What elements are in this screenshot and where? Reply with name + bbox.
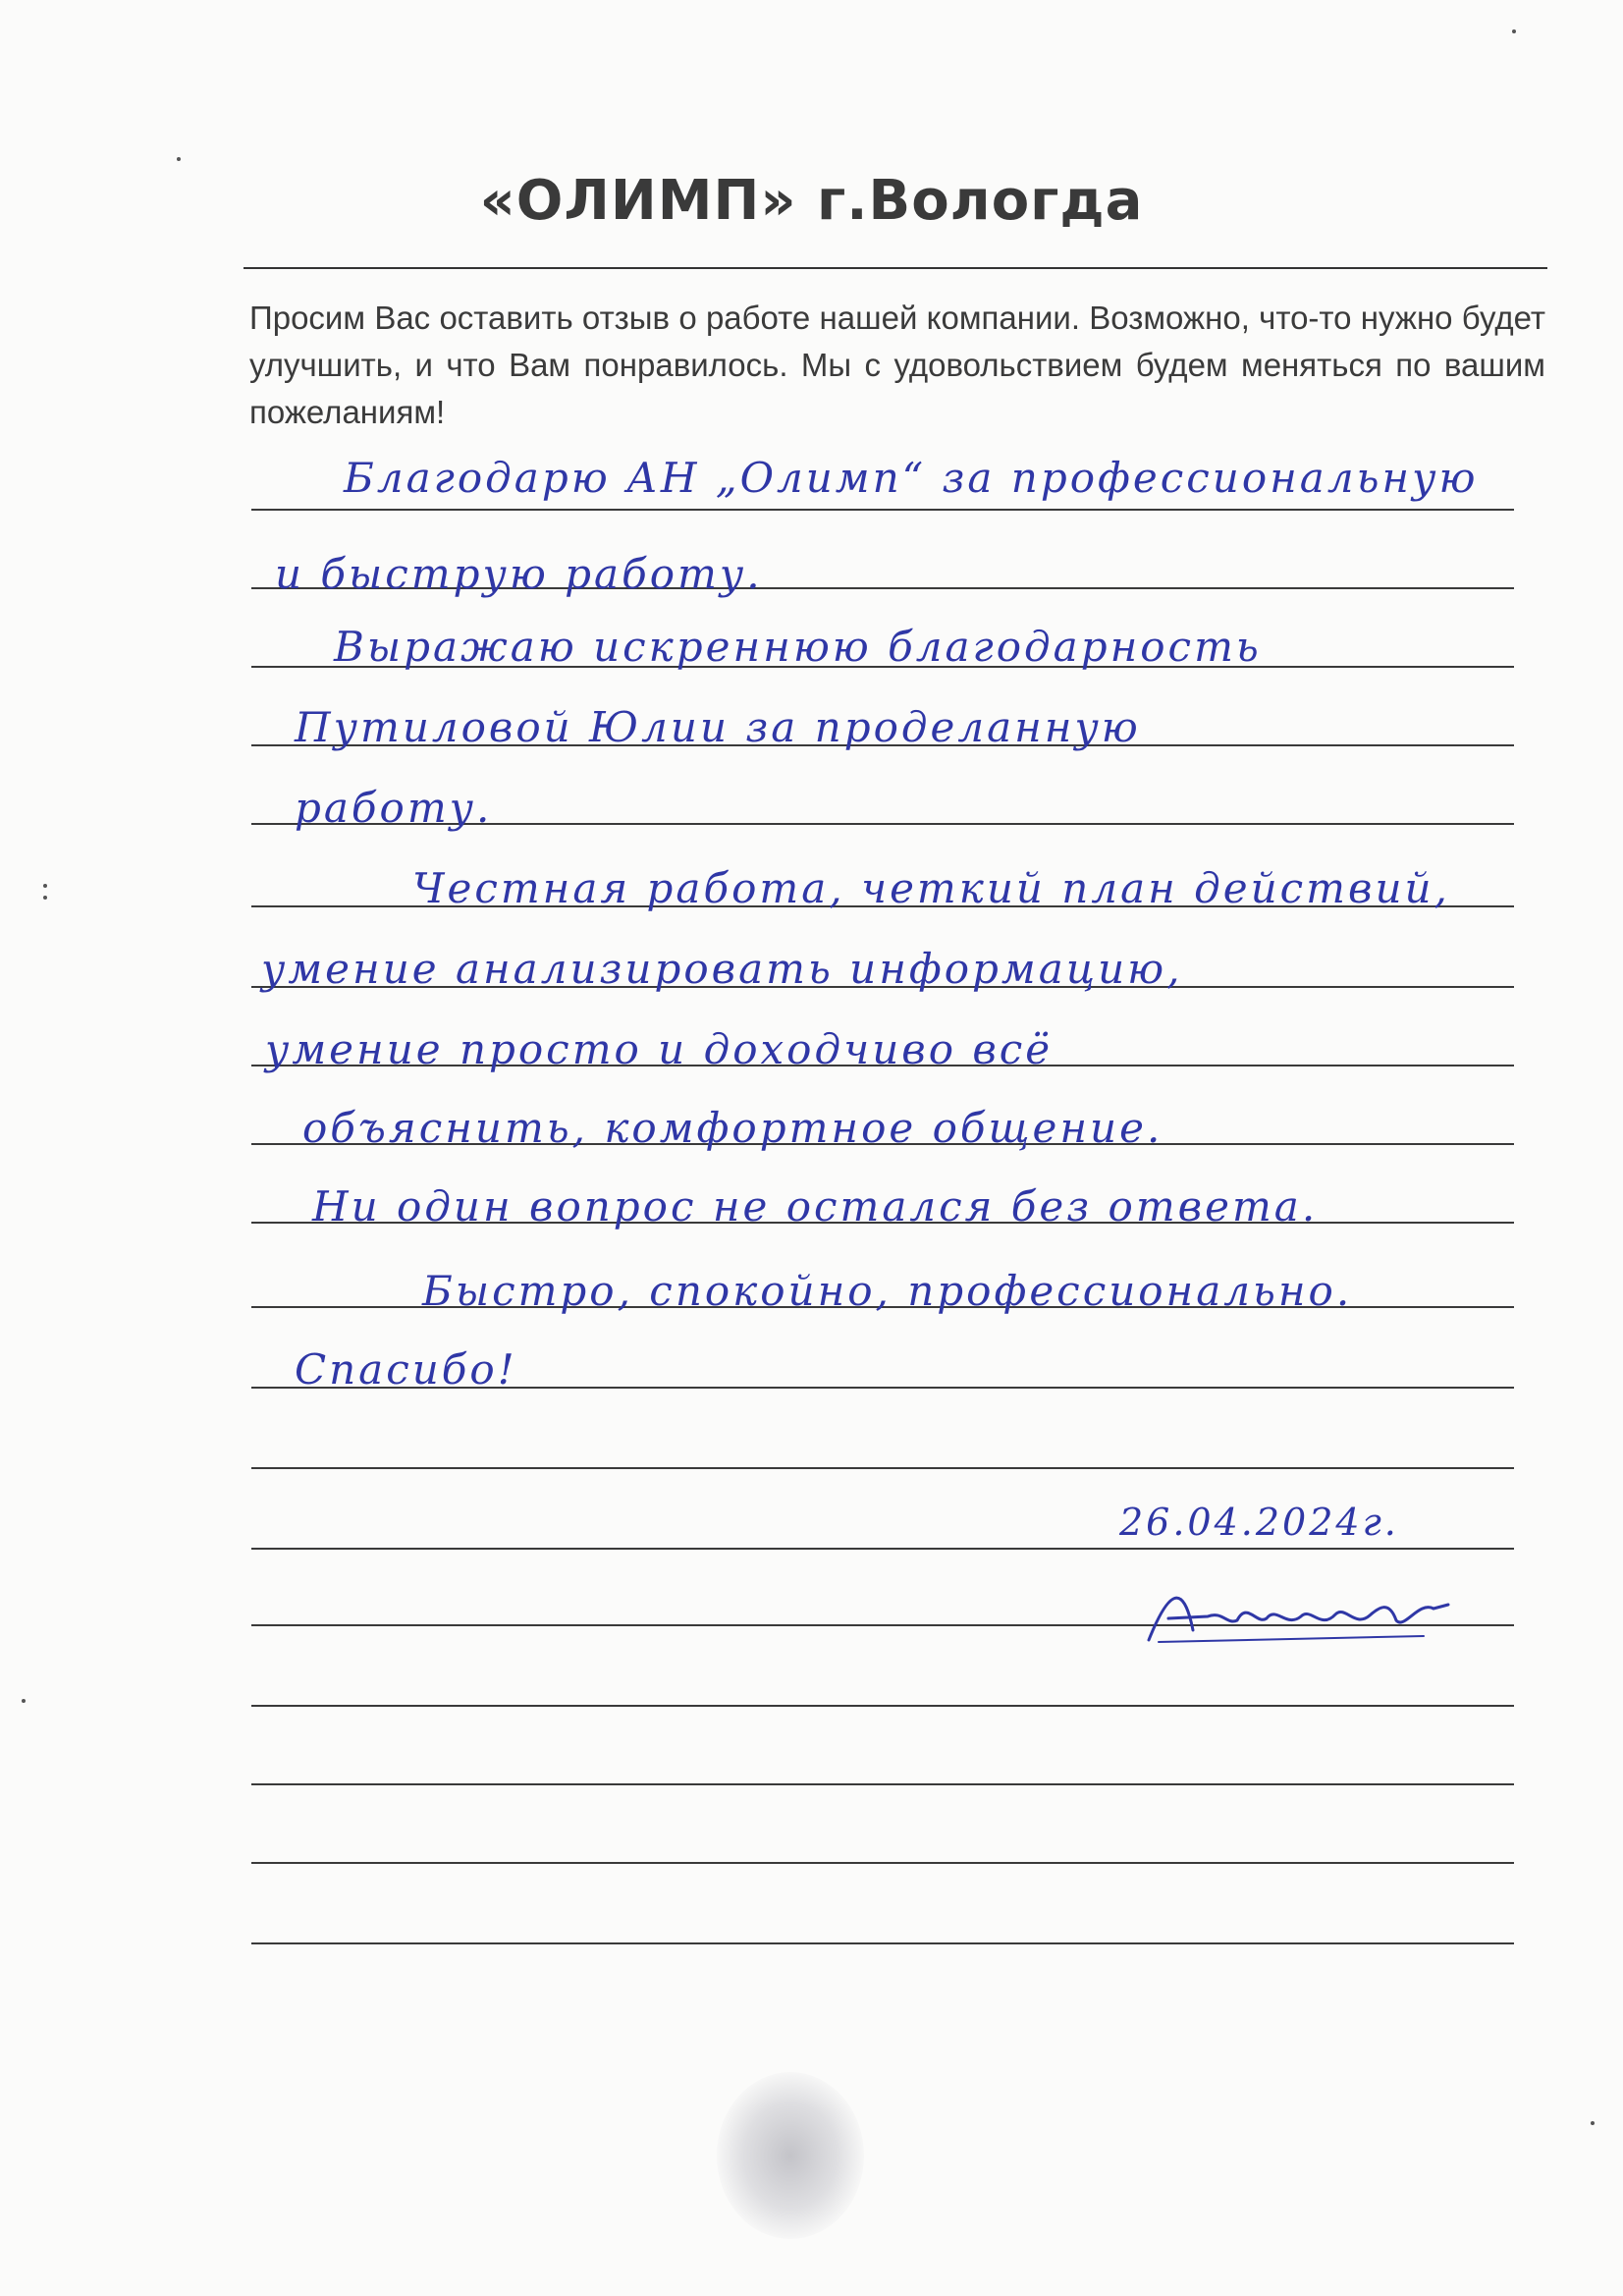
- handwritten-line-1: Благодарю АН „Олимп“ за профессиональную: [344, 454, 1479, 502]
- date: 26.04.2024г.: [1119, 1501, 1399, 1544]
- handwritten-line-5: работу.: [295, 784, 493, 832]
- handwritten-line-3: Выражаю искреннюю благодарность: [334, 623, 1262, 671]
- handwritten-line-9: объяснить, комфортное общение.: [302, 1104, 1163, 1152]
- intro-text: Просим Вас оставить отзыв о работе нашей компании. Возможно, что-то нужно будет улучшить, и что Вам понравилось. Мы с удовольствием будем меняться по вашим пожеланиям!: [249, 300, 1545, 430]
- handwritten-line-12: Спасибо!: [295, 1345, 517, 1394]
- ruled-line: [251, 1705, 1514, 1707]
- scan-speck: [22, 1699, 26, 1703]
- handwritten-line-4: Путиловой Юлии за проделанную: [295, 703, 1141, 751]
- page-title: «ОЛИМП» г.Вологда: [479, 169, 1144, 233]
- handwritten-line-11: Быстро, спокойно, профессионально.: [422, 1267, 1353, 1315]
- handwritten-line-7: умение анализировать информацию,: [261, 945, 1183, 993]
- signature: [1139, 1571, 1453, 1650]
- ruled-line: [251, 1783, 1514, 1785]
- handwritten-line-2: и быструю работу.: [275, 550, 763, 598]
- ruled-line: [251, 509, 1514, 511]
- ruled-line: [251, 1548, 1514, 1550]
- scan-speck: [1512, 29, 1516, 33]
- ruled-line: [251, 1942, 1514, 1944]
- handwritten-line-8: умение просто и доходчиво всё: [265, 1025, 1054, 1073]
- ruled-line: [251, 1467, 1514, 1469]
- handwritten-line-10: Ни один вопрос не остался без ответа.: [312, 1182, 1319, 1230]
- scan-speck: [43, 896, 47, 900]
- ruled-line: [251, 1862, 1514, 1864]
- scan-speck: [43, 884, 47, 888]
- stamp-smudge: [717, 2072, 864, 2239]
- handwritten-line-6: Честная работа, четкий план действий,: [412, 864, 1450, 912]
- scan-speck: [1591, 2121, 1595, 2125]
- scan-speck: [177, 157, 181, 161]
